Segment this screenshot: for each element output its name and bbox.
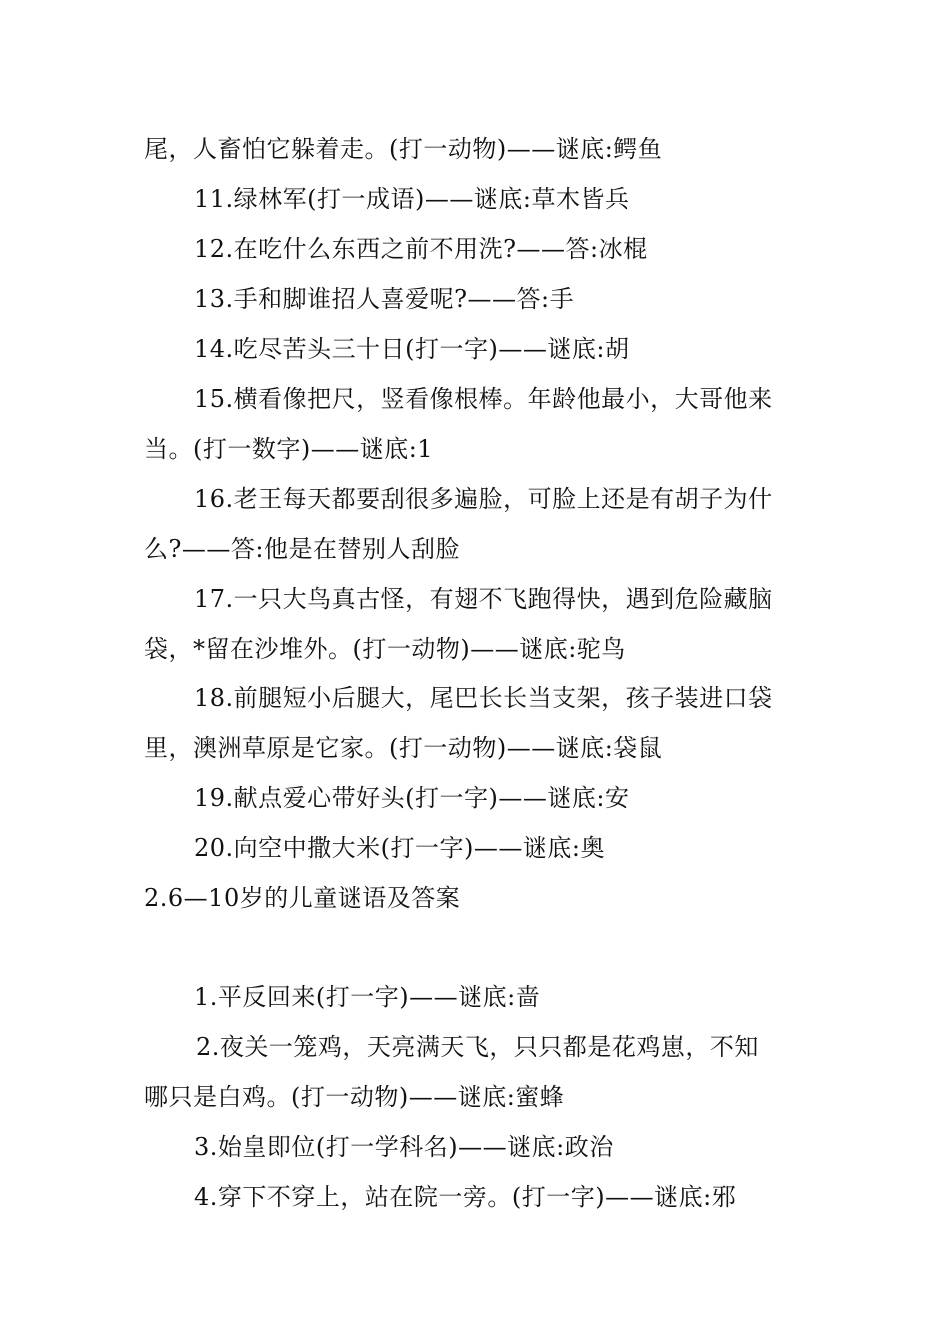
riddle-item-2: 2.夜关一笼鸡，天亮满天飞，只只都是花鸡崽，不知: [196, 1033, 759, 1061]
riddle-item-1: 1.平反回来(打一字)——谜底:啬: [194, 983, 541, 1011]
text-line: 么?——答:他是在替别人刮脸: [144, 535, 460, 563]
riddle-item-4: 4.穿下不穿上，站在院一旁。(打一字)——谜底:邪: [194, 1183, 737, 1211]
riddle-item-17: 17.一只大鸟真古怪，有翅不飞跑得快，遇到危险藏脑: [194, 585, 773, 613]
text-line: 哪只是白鸡。(打一动物)——谜底:蜜蜂: [144, 1083, 565, 1111]
text-line: 袋，*留在沙堆外。(打一动物)——谜底:驼鸟: [144, 635, 626, 663]
riddle-item-3: 3.始皇即位(打一学科名)——谜底:政治: [194, 1133, 614, 1161]
section-heading: 2.6—10岁的儿童谜语及答案: [144, 884, 461, 912]
text-line: 当。(打一数字)——谜底:1: [144, 435, 434, 463]
riddle-item-16: 16.老王每天都要刮很多遍脸，可脸上还是有胡子为什: [194, 485, 773, 513]
riddle-item-12: 12.在吃什么东西之前不用洗?——答:冰棍: [194, 235, 648, 263]
text-line: 里，澳洲草原是它家。(打一动物)——谜底:袋鼠: [144, 734, 663, 762]
riddle-item-15: 15.横看像把尺，竖看像根棒。年龄他最小，大哥他来: [194, 385, 773, 413]
riddle-item-11: 11.绿林军(打一成语)——谜底:草木皆兵: [194, 185, 630, 213]
riddle-item-14: 14.吃尽苦头三十日(打一字)——谜底:胡: [194, 335, 630, 363]
text-line: 尾，人畜怕它躲着走。(打一动物)——谜底:鳄鱼: [144, 135, 663, 163]
riddle-item-19: 19.献点爱心带好头(打一字)——谜底:安: [194, 784, 630, 812]
riddle-item-13: 13.手和脚谁招人喜爱呢?——答:手: [194, 285, 575, 313]
riddle-item-20: 20.向空中撒大米(打一字)——谜底:奥: [194, 834, 605, 862]
riddle-item-18: 18.前腿短小后腿大，尾巴长长当支架，孩子装进口袋: [194, 684, 773, 712]
